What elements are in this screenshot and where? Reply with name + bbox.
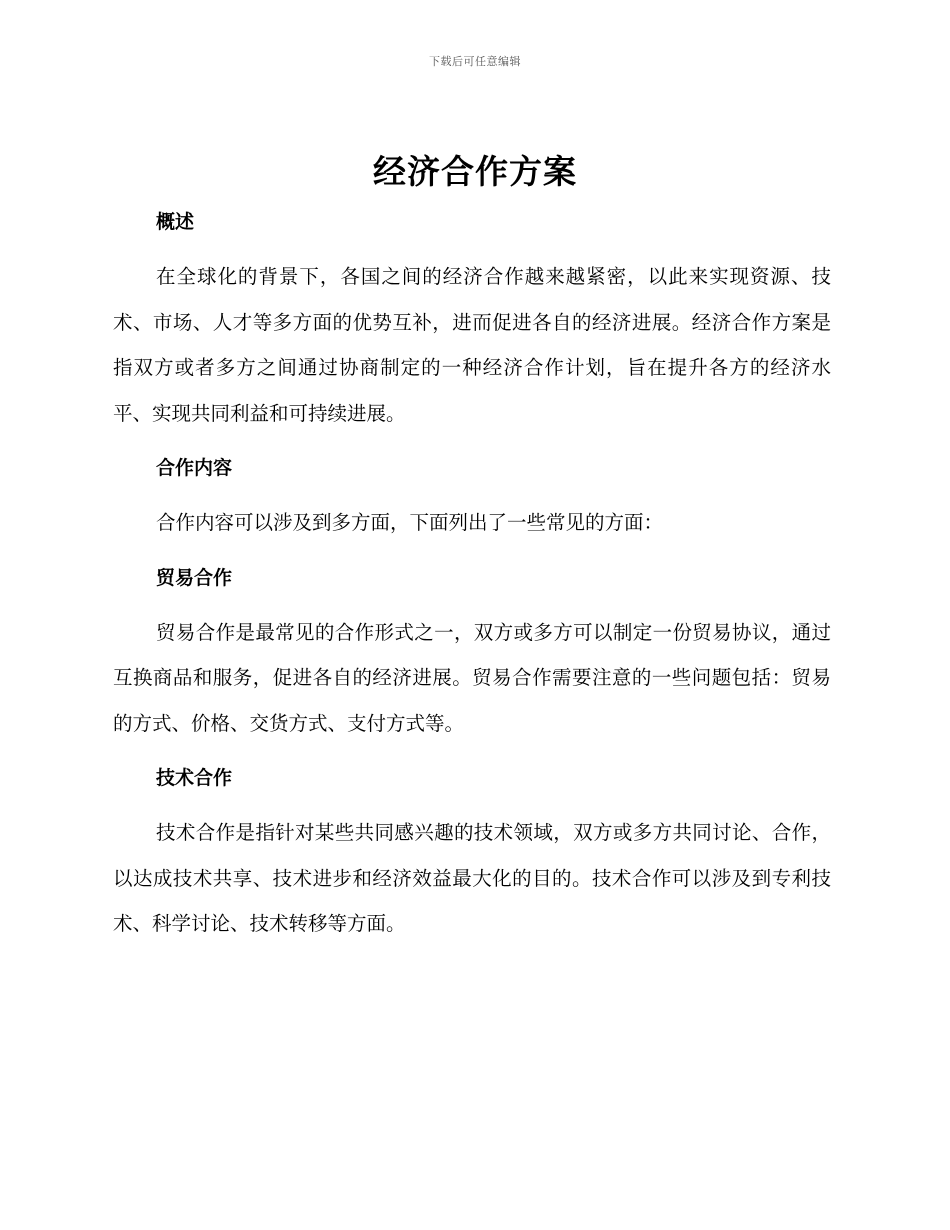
section-paragraph: 在全球化的背景下，各国之间的经济合作越来越紧密，以此来实现资源、技术、市场、人才等多方面的优势互补，进而促进各自的经济进展。经济合作方案是指双方或者多方之间通过协商制定的一种经济合作计划，旨在提升各方的经济水平、实现共同利益和可持续进展。	[113, 265, 831, 425]
section-heading: 技术合作	[156, 767, 233, 789]
page-header: 下载后可任意编辑	[429, 55, 521, 68]
document-title: 经济合作方案	[373, 152, 577, 191]
section-trade-cooperation	[113, 558, 831, 759]
section-paragraph: 贸易合作是最常见的合作形式之一，双方或多方可以制定一份贸易协议，通过互换商品和服务，促进各自的经济进展。贸易合作需要注意的一些问题包括：贸易的方式、价格、交货方式、支付方式等。	[113, 620, 831, 735]
document-body	[113, 202, 831, 947]
section-paragraph: 技术合作是指针对某些共同感兴趣的技术领域，双方或多方共同讨论、合作，以达成技术共享、技术进步和经济效益最大化的目的。技术合作可以涉及到专利技术、科学讨论、技术转移等方面。	[113, 821, 831, 935]
section-overview	[113, 202, 831, 448]
section-heading: 概述	[156, 211, 195, 233]
section-heading: 贸易合作	[156, 566, 233, 589]
section-heading: 合作内容	[156, 457, 233, 479]
section-technology-cooperation	[113, 758, 831, 947]
section-cooperation-content	[113, 448, 831, 558]
section-paragraph: 合作内容可以涉及到多方面，下面列出了一些常见的方面：	[156, 511, 664, 534]
